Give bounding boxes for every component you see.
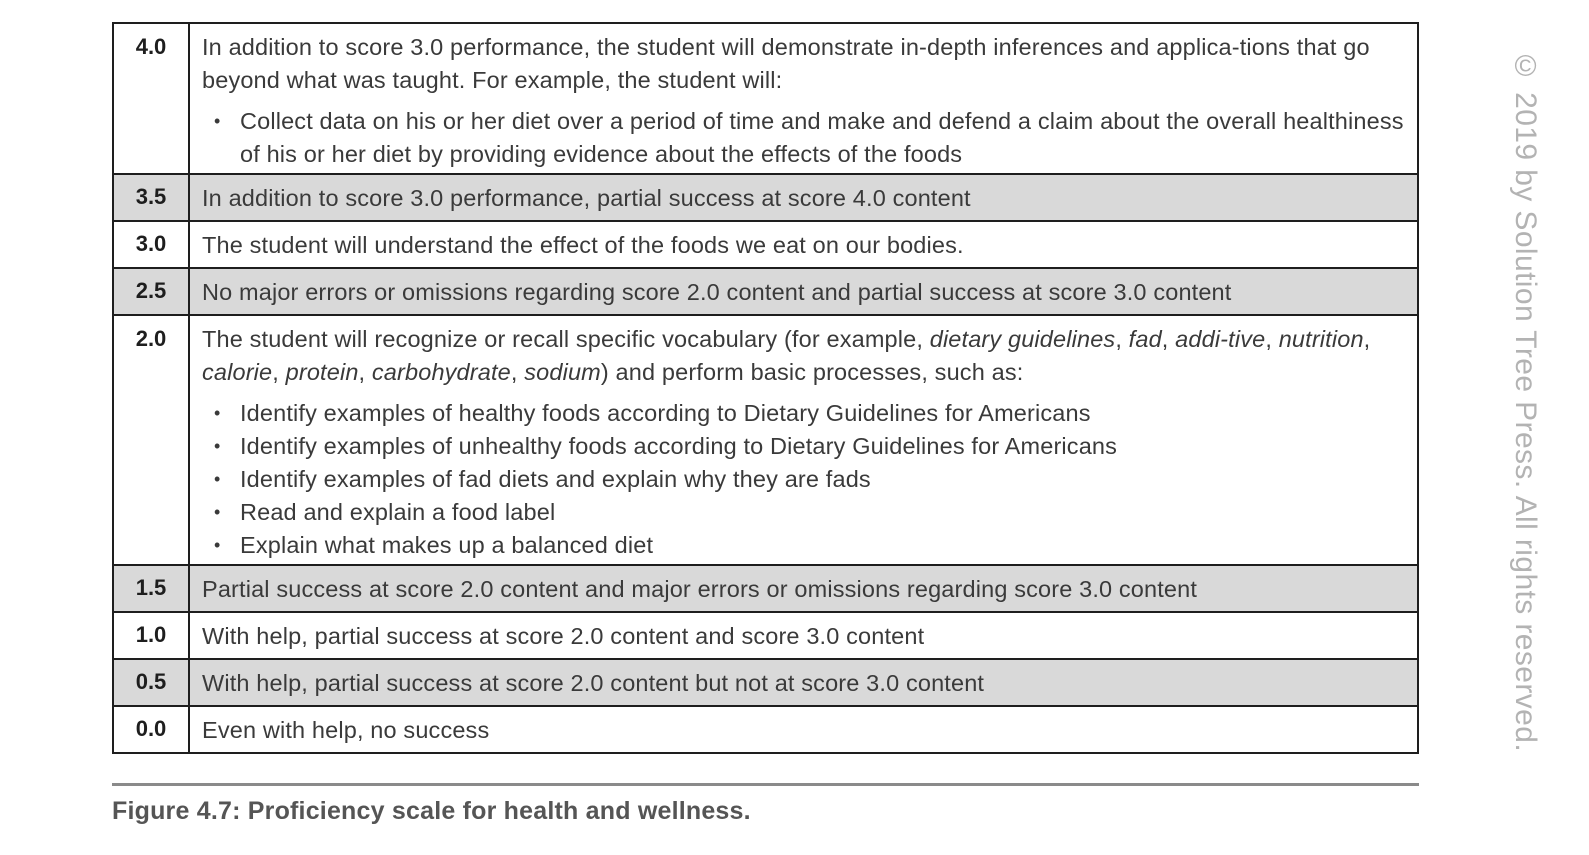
vocab-term: nutrition <box>1278 326 1364 352</box>
proficiency-scale-table <box>112 22 1419 754</box>
description-cell <box>189 315 1418 565</box>
description-cell <box>189 659 1418 706</box>
text-segment: , <box>510 359 525 385</box>
score-value: 1.0 <box>135 622 167 647</box>
score-row-1-5 <box>113 565 1418 612</box>
list-item <box>202 463 1407 496</box>
score-row-2-5 <box>113 268 1418 315</box>
score-value: 3.5 <box>135 184 167 209</box>
list-item <box>202 397 1407 430</box>
description-cell <box>189 706 1418 753</box>
copyright-watermark: © 2019 by Solution Tree Press. All rights reserved. <box>1509 50 1542 753</box>
bullet-icon: • <box>214 111 221 131</box>
description-cell <box>189 268 1418 315</box>
description-text: The student will understand the effect of the foods we eat on our bodies. <box>202 232 964 258</box>
text-segment: , <box>1161 326 1176 352</box>
score-value: 2.5 <box>135 278 167 303</box>
score-value: 0.0 <box>135 716 167 741</box>
score-row-0-5 <box>113 659 1418 706</box>
vocab-term: carbohydrate <box>371 359 511 385</box>
bullet-text: Read and explain a food label <box>240 499 556 525</box>
description-cell <box>189 23 1418 174</box>
vocab-term: dietary guidelines <box>929 326 1116 352</box>
list-item <box>202 105 1407 171</box>
text-segment: , <box>358 359 372 385</box>
score-value: 4.0 <box>135 34 167 59</box>
vocab-term: sodium <box>524 359 601 385</box>
description-cell <box>189 565 1418 612</box>
score-value: 3.0 <box>135 231 167 256</box>
description-text: With help, partial success at score 2.0 content but not at score 3.0 content <box>202 670 985 696</box>
description-text: Even with help, no success <box>202 717 490 743</box>
score-row-2-0 <box>113 315 1418 565</box>
text-segment: , <box>1115 326 1129 352</box>
description-text: No major errors or omissions regarding score 2.0 content and partial success at score 3.0 content <box>202 279 1232 305</box>
bullet-text: Collect data on his or her diet over a period of time and make and defend a claim about the overall healthiness of his or her diet by providing evidence about the effects of the foods <box>240 108 1404 167</box>
caption-divider <box>112 783 1419 786</box>
description-cell <box>189 174 1418 221</box>
list-item <box>202 430 1407 463</box>
score-row-3-5 <box>113 174 1418 221</box>
score-cell <box>113 23 189 174</box>
list-item <box>202 529 1407 562</box>
bullet-icon: • <box>214 403 221 423</box>
bullet-text: Explain what makes up a balanced diet <box>240 532 654 558</box>
score-cell <box>113 706 189 753</box>
text-segment: , <box>272 359 286 385</box>
score-row-0-0 <box>113 706 1418 753</box>
description-text: In addition to score 3.0 performance, partial success at score 4.0 content <box>202 185 971 211</box>
figure-caption: Figure 4.7: Proficiency scale for health and wellness. <box>112 797 751 825</box>
score-value: 1.5 <box>135 575 167 600</box>
score-row-4-0 <box>113 23 1418 174</box>
bullet-icon: • <box>214 469 221 489</box>
bullet-icon: • <box>214 535 221 555</box>
bullet-text: Identify examples of unhealthy foods according to Dietary Guidelines for Americans <box>240 433 1118 459</box>
score-row-1-0 <box>113 612 1418 659</box>
text-segment: , <box>1363 326 1371 352</box>
text-segment: The student will recognize or recall specific vocabulary (for example, <box>202 326 930 352</box>
bullet-icon: • <box>214 436 221 456</box>
score-cell <box>113 315 189 565</box>
bullet-list <box>202 397 1407 564</box>
description-text: In addition to score 3.0 performance, the student will demonstrate in-depth inferences and applica-tions that go beyond what was taught. For example, the student will: <box>202 34 1370 93</box>
score-cell <box>113 612 189 659</box>
bullet-list <box>202 105 1407 173</box>
score-value: 2.0 <box>135 326 167 351</box>
bullet-icon: • <box>214 502 221 522</box>
vocab-term: protein <box>285 359 359 385</box>
description-text: Partial success at score 2.0 content and major errors or omissions regarding score 3.0 content <box>202 576 1198 602</box>
score-cell <box>113 659 189 706</box>
score-value: 0.5 <box>135 669 167 694</box>
vocab-term: addi-tive <box>1175 326 1266 352</box>
score-cell <box>113 268 189 315</box>
description-cell <box>189 221 1418 268</box>
vocab-term: fad <box>1128 326 1162 352</box>
vocab-term: calorie <box>202 359 273 385</box>
description-cell <box>189 612 1418 659</box>
list-item <box>202 496 1407 529</box>
text-segment: ) and perform basic processes, such as: <box>600 359 1024 385</box>
text-segment: , <box>1265 326 1279 352</box>
score-cell <box>113 221 189 268</box>
score-cell <box>113 174 189 221</box>
description-text <box>202 316 1407 389</box>
score-row-3-0 <box>113 221 1418 268</box>
bullet-text: Identify examples of healthy foods according to Dietary Guidelines for Americans <box>240 400 1091 426</box>
bullet-text: Identify examples of fad diets and explain why they are fads <box>240 466 871 492</box>
score-cell <box>113 565 189 612</box>
description-text: With help, partial success at score 2.0 content and score 3.0 content <box>202 623 925 649</box>
